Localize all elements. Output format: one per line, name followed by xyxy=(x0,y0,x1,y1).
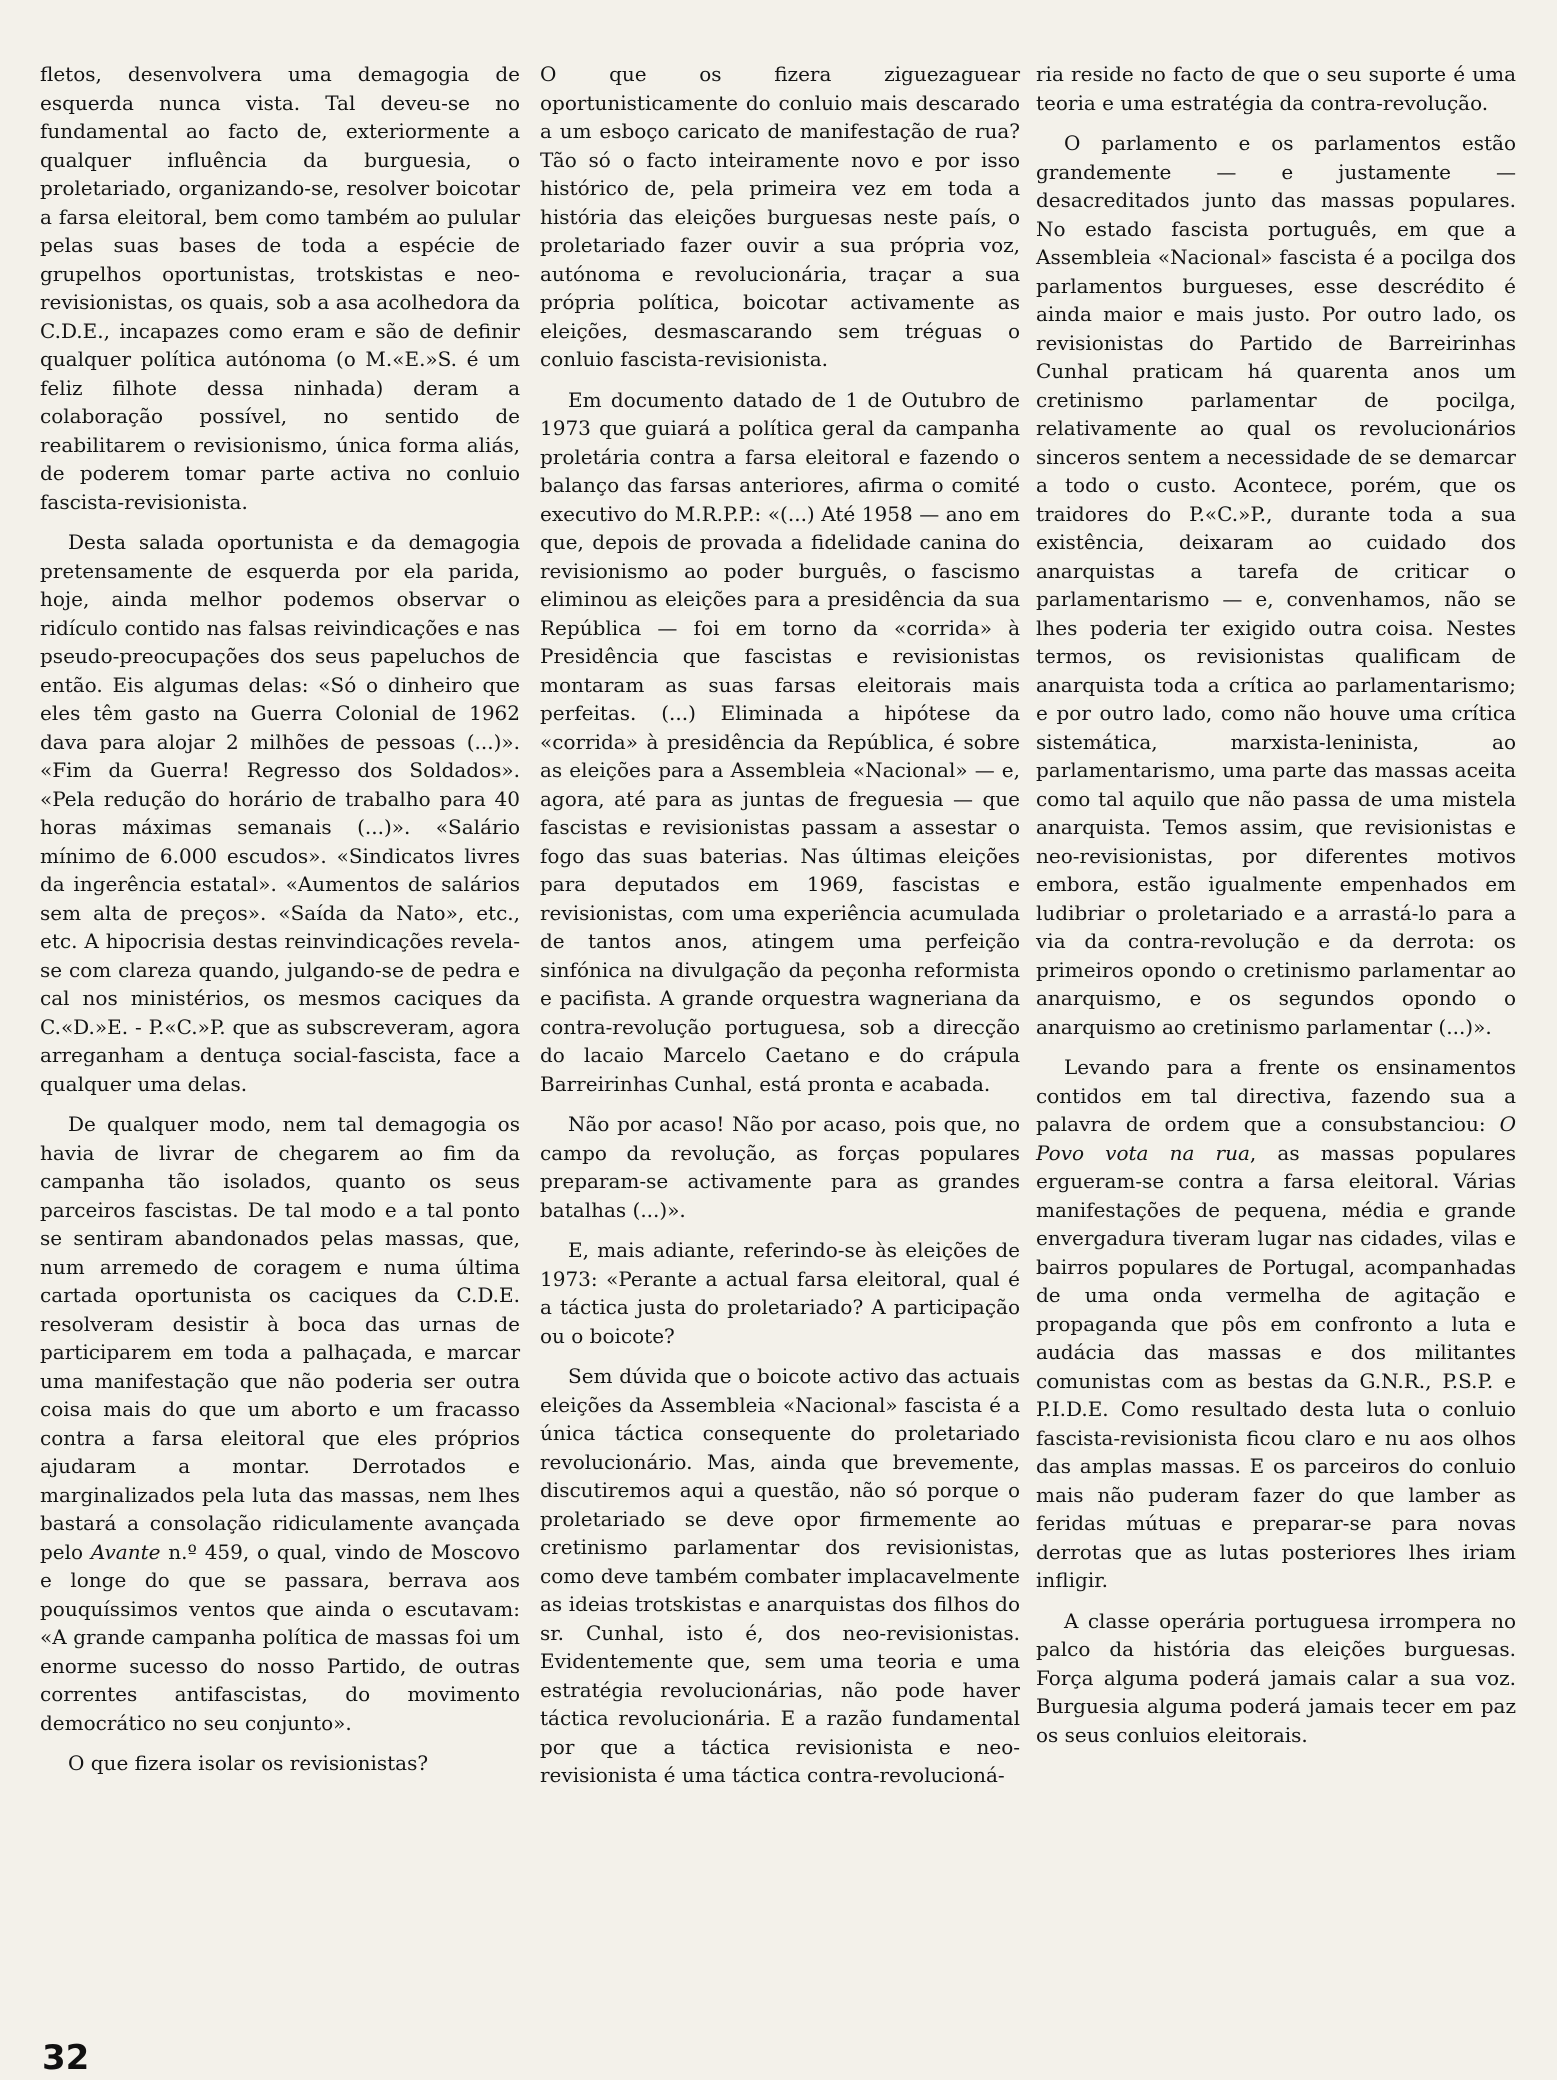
paragraph: O parlamento e os parlamentos estão grandemente — e justamente — desacreditados junto das massas populares. No estado fascista português, em que a Assembleia «Nacional» fascista é a pocilga dos parlamentos burgueses, esse descrédito é ainda maior e mais justo. Por outro lado, os revisionistas do Partido de Barreirinhas Cunhal praticam há quarenta anos um cretinismo parlamentar de pocilga, relativamente ao qual os revolucionários sinceros sentem a necessidade de se demarcar a todo o custo. Acontece, porém, que os traidores do P.«C.»P., durante toda a sua existência, deixaram ao cuidado dos anarquistas a tarefa de criticar o parlamentarismo — e, convenhamos, não se lhes poderia ter exigido outra coisa. Nestes termos, os revisionistas qualificam de anarquista toda a crítica ao parlamentarismo; e por outro lado, como não houve uma crítica sistemática, marxista-leninista, ao parlamentarismo, uma parte das massas aceita como tal aquilo que não passa de uma mistela anarquista. Temos assim, que revisionistas e neo-revisionistas, por diferentes motivos embora, estão igualmente empenhados em ludibriar o proletariado e a arrastá-lo para a via da contra-revolução e da derrota: os primeiros opondo o cretinismo parlamentar ao anarquismo, e os segundos opondo o anarquismo ao cretinismo parlamentar (...)». xyxy=(1036,131,1516,1039)
paragraph: De qualquer modo, nem tal demagogia os havia de livrar de chegarem ao fim da campanha tão isolados, quanto os seus parceiros fascistas. De tal modo e a tal ponto se sentiram abandonados pelas massas, que, num arremedo de coragem e numa última cartada oportunista os caciques da C.D.E. resolveram desistir à boca das urnas de participarem em toda a palhaçada, e marcar uma manifestação que não poderia ser outra coisa mais do que um aborto e um fracasso contra a farsa eleitoral que eles próprios ajudaram a montar. Derrotados e marginalizados pela luta das massas, nem lhes bastará a consolação ridiculamente avançada pelo Avante n.º 459, o qual, vindo de Moscovo e longe do que se passara, berrava aos pouquíssimos ventos que ainda o escutavam: «A grande campanha política de massas foi um enorme sucesso do nosso Partido, de outras correntes antifascistas, do movimento democrático no seu conjunto». xyxy=(40,1112,520,1735)
paragraph: ria reside no facto de que o seu suporte é uma teoria e uma estratégia da contra-revolução. xyxy=(1036,62,1516,115)
paragraph: Não por acaso! Não por acaso, pois que, no campo da revolução, as forças populares preparam-se activamente para as grandes batalhas (...)». xyxy=(540,1112,1020,1222)
paragraph: Sem dúvida que o boicote activo das actuais eleições da Assembleia «Nacional» fascista é a única táctica consequente do proletariado revolucionário. Mas, ainda que brevemente, discutiremos aqui a questão, não só porque o proletariado se deve opor firmemente ao cretinismo parlamentar dos revisionistas, como deve também combater implacavelmente as ideias trotskistas e anarquistas dos filhos do sr. Cunhal, isto é, dos neo-revisionistas. Evidentemente que, sem uma teoria e uma estratégia revolucionárias, não pode haver táctica revolucionária. E a razão fundamental por que a táctica revisionista e neo-revisionista é uma táctica contra-revolucioná- xyxy=(540,1364,1020,1787)
paragraph: Levando para a frente os ensinamentos contidos em tal directiva, fazendo sua a palavra de ordem que a consubstanciou: O Povo vota na rua, as massas populares ergueram-se contra a farsa eleitoral. Várias manifestações de pequena, média e grande envergadura tiveram lugar nas cidades, vilas e bairros populares de Portugal, acompanhadas de uma onda vermelha de agitação e propaganda que pôs em confronto a luta e audácia das massas e dos militantes comunistas com as bestas da G.N.R., P.S.P. e P.I.D.E. Como resultado desta luta o conluio fascista-revisionista ficou claro e nu aos olhos das amplas massas. E os parceiros do conluio mais não puderam fazer do que lamber as feridas mútuas e preparar-se para novas derrotas que as lutas posteriores lhes iriam infligir. xyxy=(1036,1055,1516,1592)
text-column-1 xyxy=(40,60,520,1790)
paragraph: O que os fizera ziguezaguear oportunisticamente do conluio mais descarado a um esboço caricato de manifestação de rua? Tão só o facto inteiramente novo e por isso histórico de, pela primeira vez em toda a história das eleições burguesas neste país, o proletariado fazer ouvir a sua própria voz, autónoma e revolucionária, traçar a sua própria política, boicotar activamente as eleições, desmascarando sem tréguas o conluio fascista-revisionista. xyxy=(540,62,1020,371)
page-number: 32 xyxy=(42,2038,90,2078)
paragraph: O que fizera isolar os revisionistas? xyxy=(68,1751,429,1775)
paragraph: fletos, desenvolvera uma demagogia de esquerda nunca vista. Tal deveu-se no fundamental ao facto de, exteriormente a qualquer influência da burguesia, o proletariado, organizando-se, resolver boicotar a farsa eleitoral, bem como também ao pulular pelas suas bases de toda a espécie de grupelhos oportunistas, trotskistas e neo-revisionistas, os quais, sob a asa acolhedora da C.D.E., incapazes como eram e são de definir qualquer política autónoma (o M.«E.»S. é um feliz filhote dessa ninhada) deram a colaboração possível, no sentido de reabilitarem o revisionismo, única forma aliás, de poderem tomar parte activa no conluio fascista-revisionista. xyxy=(40,62,520,514)
text-column-3 xyxy=(1036,60,1516,1761)
paragraph: E, mais adiante, referindo-se às eleições de 1973: «Perante a actual farsa eleitoral, qual é a táctica justa do proletariado? A participação ou o boicote? xyxy=(540,1238,1020,1348)
paragraph: Em documento datado de 1 de Outubro de 1973 que guiará a política geral da campanha proletária contra a farsa eleitoral e fazendo o balanço das farsas anteriores, afirma o comité executivo do M.R.P.P.: «(...) Até 1958 — ano em que, depois de provada a fidelidade canina do revisionismo ao poder burguês, o fascismo eliminou as eleições para a presidência da sua República — foi em torno da «corrida» à Presidência que fascistas e revisionistas montaram as suas farsas eleitorais mais perfeitas. (...) Eliminada a hipótese da «corrida» à presidência da República, é sobre as eleições para a Assembleia «Nacional» — e, agora, até para as juntas de freguesia — que fascistas e revisionistas passam a assestar o fogo das suas baterias. Nas últimas eleições para deputados em 1969, fascistas e revisionistas, com uma experiência acumulada de tantos anos, atingem uma perfeição sinfónica na divulgação da peçonha reformista e pacifista. A grande orquestra wagneriana da contra-revolução portuguesa, sob a direcção do lacaio Marcelo Caetano e do crápula Barreirinhas Cunhal, está pronta e acabada. xyxy=(540,387,1020,1096)
text-column-2 xyxy=(540,60,1020,1802)
paragraph: Desta salada oportunista e da demagogia pretensamente de esquerda por ela parida, hoje, ainda melhor podemos observar o ridículo contido nas falsas reivindicações e nas pseudo-preocupações dos seus papeluchos de então. Eis algumas delas: «Só o dinheiro que eles têm gasto na Guerra Colonial de 1962 dava para alojar 2 milhões de pessoas (...)». «Fim da Guerra! Regresso dos Soldados». «Pela redução do horário de trabalho para 40 horas máximas semanais (...)». «Salário mínimo de 6.000 escudos». «Sindicatos livres da ingerência estatal». «Aumentos de salários sem alta de preços». «Saída da Nato», etc., etc. A hipocrisia destas reinvindicações revela-se com clareza quando, julgando-se de pedra e cal nos ministérios, os mesmos caciques da C.«D.»E. - P.«C.»P. que as subscreveram, agora arreganham a dentuça social-fascista, face a qualquer uma delas. xyxy=(40,530,520,1096)
paragraph: A classe operária portuguesa irrompera no palco da história das eleições burguesas. Força alguma poderá jamais calar a sua voz. Burguesia alguma poderá jamais tecer em paz os seus conluios eleitorais. xyxy=(1036,1608,1516,1747)
